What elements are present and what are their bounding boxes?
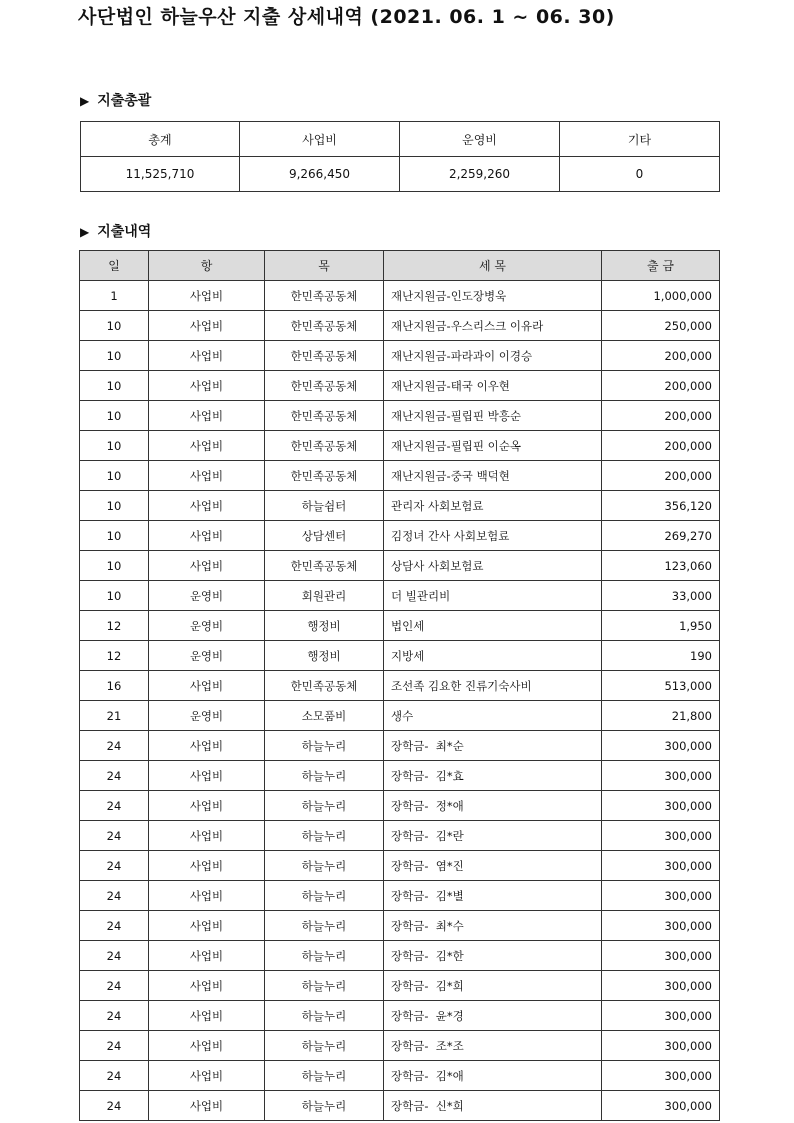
amount-cell: 300,000 [602,881,720,911]
amount-cell: 33,000 [602,581,720,611]
amount-cell: 300,000 [602,941,720,971]
detail-cell: 조선족 김요한 진류기숙사비 [384,671,602,701]
day-cell: 24 [80,851,149,881]
table-row [80,371,720,401]
detail-cell: 관리자 사회보험료 [384,491,602,521]
category-cell: 사업비 [149,1091,265,1121]
amount-cell: 250,000 [602,311,720,341]
detail-cell: 장학금- 김*희 [384,971,602,1001]
day-cell: 24 [80,941,149,971]
item-cell: 소모품비 [265,701,384,731]
category-cell: 사업비 [149,791,265,821]
detail-header-detail: 세 목 [384,251,602,281]
category-cell: 사업비 [149,911,265,941]
day-cell: 24 [80,1001,149,1031]
summary-header-row [81,122,720,157]
detail-cell: 장학금- 윤*경 [384,1001,602,1031]
category-cell: 사업비 [149,491,265,521]
table-row [80,671,720,701]
detail-cell: 재난지원금-인도장병욱 [384,281,602,311]
item-cell: 회원관리 [265,581,384,611]
day-cell: 24 [80,1091,149,1121]
detail-table [79,250,720,1121]
detail-cell: 장학금- 최*순 [384,731,602,761]
item-cell: 한민족공동체 [265,671,384,701]
category-cell: 운영비 [149,611,265,641]
item-cell: 하늘쉼터 [265,491,384,521]
day-cell: 10 [80,521,149,551]
item-cell: 한민족공동체 [265,281,384,311]
table-row [80,851,720,881]
table-row [80,821,720,851]
detail-header-day: 일 [80,251,149,281]
detail-cell: 장학금- 신*희 [384,1091,602,1121]
day-cell: 10 [80,551,149,581]
day-cell: 10 [80,461,149,491]
table-row [80,551,720,581]
detail-header-amount: 출 금 [602,251,720,281]
summary-header-operating: 운영비 [400,122,560,157]
category-cell: 운영비 [149,641,265,671]
category-cell: 사업비 [149,341,265,371]
table-row [80,1091,720,1121]
category-cell: 운영비 [149,701,265,731]
amount-cell: 123,060 [602,551,720,581]
category-cell: 사업비 [149,671,265,701]
category-cell: 사업비 [149,311,265,341]
day-cell: 10 [80,581,149,611]
table-row [80,791,720,821]
detail-cell: 김정녀 간사 사회보험료 [384,521,602,551]
item-cell: 행정비 [265,611,384,641]
item-cell: 하늘누리 [265,1031,384,1061]
item-cell: 한민족공동체 [265,371,384,401]
table-row [80,941,720,971]
day-cell: 16 [80,671,149,701]
table-row [80,311,720,341]
table-row [80,581,720,611]
summary-value-row [81,157,720,192]
amount-cell: 356,120 [602,491,720,521]
item-cell: 한민족공동체 [265,431,384,461]
category-cell: 사업비 [149,881,265,911]
day-cell: 24 [80,881,149,911]
table-row [80,491,720,521]
amount-cell: 300,000 [602,1001,720,1031]
table-row [80,911,720,941]
summary-header-business: 사업비 [240,122,400,157]
day-cell: 10 [80,491,149,521]
category-cell: 사업비 [149,281,265,311]
detail-cell: 지방세 [384,641,602,671]
amount-cell: 300,000 [602,761,720,791]
item-cell: 하늘누리 [265,941,384,971]
summary-table [80,121,720,192]
detail-cell: 더 빌관리비 [384,581,602,611]
day-cell: 10 [80,311,149,341]
amount-cell: 200,000 [602,401,720,431]
item-cell: 하늘누리 [265,761,384,791]
detail-cell: 재난지원금-필립핀 박흥순 [384,401,602,431]
summary-value-total: 11,525,710 [81,157,240,192]
amount-cell: 300,000 [602,1061,720,1091]
day-cell: 1 [80,281,149,311]
summary-value-business: 9,266,450 [240,157,400,192]
item-cell: 하늘누리 [265,1001,384,1031]
table-row [80,1031,720,1061]
table-row [80,461,720,491]
table-row [80,701,720,731]
amount-cell: 300,000 [602,1031,720,1061]
detail-cell: 장학금- 염*진 [384,851,602,881]
day-cell: 24 [80,971,149,1001]
category-cell: 사업비 [149,521,265,551]
summary-header-other: 기타 [560,122,720,157]
detail-section-label: 지출내역 [97,224,152,240]
summary-header-total: 총계 [81,122,240,157]
category-cell: 사업비 [149,731,265,761]
category-cell: 사업비 [149,1031,265,1061]
amount-cell: 190 [602,641,720,671]
table-row [80,1061,720,1091]
amount-cell: 200,000 [602,341,720,371]
item-cell: 하늘누리 [265,911,384,941]
detail-cell: 장학금- 김*란 [384,821,602,851]
amount-cell: 300,000 [602,971,720,1001]
item-cell: 상담센터 [265,521,384,551]
table-row [80,971,720,1001]
amount-cell: 300,000 [602,911,720,941]
day-cell: 24 [80,1061,149,1091]
item-cell: 하늘누리 [265,971,384,1001]
day-cell: 10 [80,371,149,401]
item-cell: 한민족공동체 [265,311,384,341]
day-cell: 24 [80,1031,149,1061]
category-cell: 운영비 [149,581,265,611]
day-cell: 21 [80,701,149,731]
amount-cell: 1,000,000 [602,281,720,311]
item-cell: 하늘누리 [265,881,384,911]
category-cell: 사업비 [149,1061,265,1091]
detail-cell: 상담사 사회보험료 [384,551,602,581]
page-title: 사단법인 하늘우산 지출 상세내역 (2021. 06. 1 ~ 06. 30) [78,6,615,28]
detail-cell: 장학금- 정*애 [384,791,602,821]
detail-cell: 재난지원금-우스리스크 이유라 [384,311,602,341]
day-cell: 24 [80,731,149,761]
amount-cell: 200,000 [602,371,720,401]
detail-cell: 법인세 [384,611,602,641]
amount-cell: 300,000 [602,791,720,821]
table-row [80,611,720,641]
category-cell: 사업비 [149,761,265,791]
table-row [80,341,720,371]
detail-cell: 장학금- 김*별 [384,881,602,911]
amount-cell: 513,000 [602,671,720,701]
amount-cell: 200,000 [602,461,720,491]
item-cell: 한민족공동체 [265,341,384,371]
item-cell: 행정비 [265,641,384,671]
table-row [80,761,720,791]
table-row [80,641,720,671]
table-row [80,521,720,551]
detail-cell: 장학금- 김*효 [384,761,602,791]
item-cell: 하늘누리 [265,1091,384,1121]
day-cell: 10 [80,431,149,461]
summary-value-operating: 2,259,260 [400,157,560,192]
category-cell: 사업비 [149,851,265,881]
amount-cell: 21,800 [602,701,720,731]
item-cell: 하늘누리 [265,821,384,851]
detail-cell: 장학금- 김*애 [384,1061,602,1091]
table-row [80,731,720,761]
category-cell: 사업비 [149,431,265,461]
day-cell: 10 [80,401,149,431]
category-cell: 사업비 [149,971,265,1001]
amount-cell: 300,000 [602,851,720,881]
amount-cell: 1,950 [602,611,720,641]
summary-value-other: 0 [560,157,720,192]
item-cell: 하늘누리 [265,791,384,821]
day-cell: 24 [80,821,149,851]
day-cell: 10 [80,341,149,371]
category-cell: 사업비 [149,401,265,431]
item-cell: 하늘누리 [265,851,384,881]
table-row [80,1001,720,1031]
category-cell: 사업비 [149,821,265,851]
detail-cell: 장학금- 조*조 [384,1031,602,1061]
day-cell: 24 [80,761,149,791]
detail-header-category: 항 [149,251,265,281]
table-row [80,881,720,911]
item-cell: 한민족공동체 [265,401,384,431]
amount-cell: 200,000 [602,431,720,461]
detail-cell: 재난지원금-중국 백덕현 [384,461,602,491]
detail-cell: 재난지원금-필립핀 이순옥 [384,431,602,461]
detail-cell: 장학금- 김*한 [384,941,602,971]
triangle-marker-icon: ▶ [80,94,90,108]
amount-cell: 300,000 [602,731,720,761]
category-cell: 사업비 [149,551,265,581]
category-cell: 사업비 [149,461,265,491]
triangle-marker-icon: ▶ [80,225,90,239]
amount-cell: 269,270 [602,521,720,551]
item-cell: 한민족공동체 [265,551,384,581]
detail-header-row [80,251,720,281]
amount-cell: 300,000 [602,821,720,851]
day-cell: 12 [80,641,149,671]
day-cell: 12 [80,611,149,641]
summary-section-heading [80,90,151,110]
category-cell: 사업비 [149,371,265,401]
detail-section-heading [80,221,151,241]
detail-cell: 재난지원금-태국 이우현 [384,371,602,401]
detail-cell: 장학금- 최*수 [384,911,602,941]
item-cell: 하늘누리 [265,731,384,761]
table-row [80,401,720,431]
summary-section-label: 지출총괄 [97,93,152,109]
day-cell: 24 [80,911,149,941]
category-cell: 사업비 [149,1001,265,1031]
item-cell: 한민족공동체 [265,461,384,491]
table-row [80,431,720,461]
category-cell: 사업비 [149,941,265,971]
detail-header-item: 목 [265,251,384,281]
detail-cell: 재난지원금-파라과이 이경승 [384,341,602,371]
table-row [80,281,720,311]
day-cell: 24 [80,791,149,821]
amount-cell: 300,000 [602,1091,720,1121]
detail-table-body [80,281,720,1121]
item-cell: 하늘누리 [265,1061,384,1091]
detail-cell: 생수 [384,701,602,731]
